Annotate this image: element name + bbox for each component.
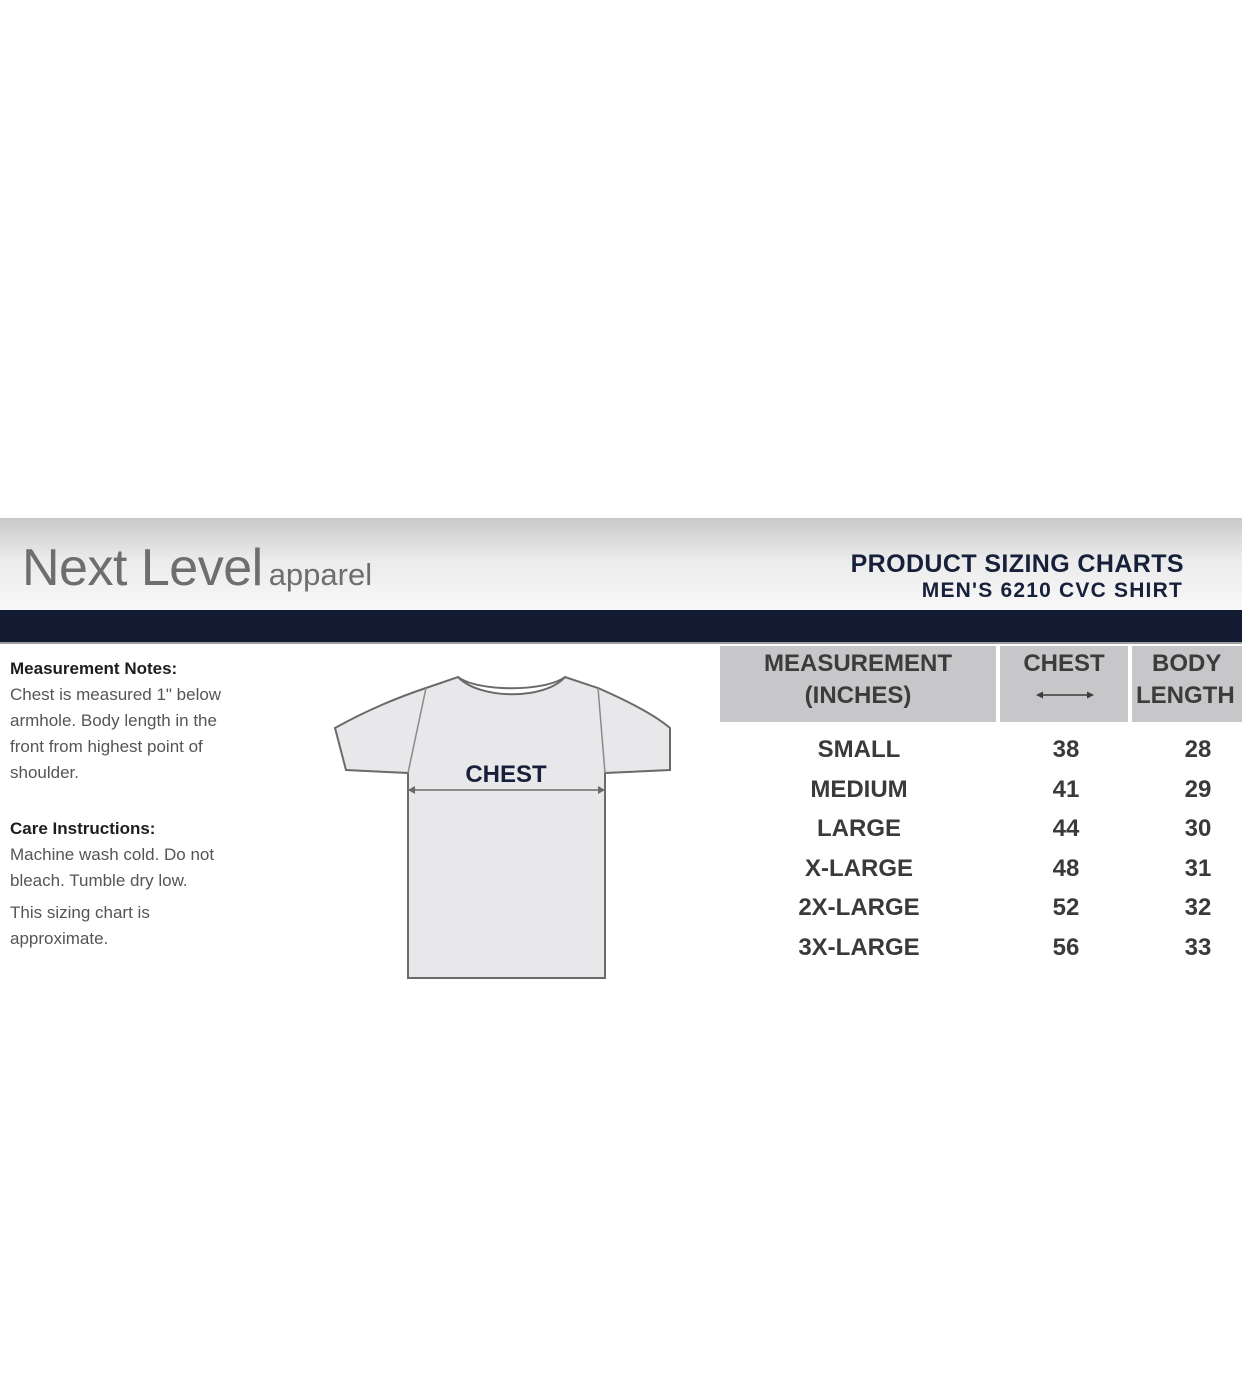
chest-cell: 41 xyxy=(1052,775,1080,803)
size-cell: 3X-LARGE xyxy=(798,933,920,961)
size-cell: LARGE xyxy=(817,815,901,842)
chest-cell: 44 xyxy=(1052,815,1080,842)
double-arrow-icon xyxy=(1036,690,1094,700)
brand-sub: apparel xyxy=(268,557,373,592)
body-length-cell: 29 xyxy=(1184,775,1212,803)
header-line: BODY xyxy=(1152,650,1222,677)
chest-cell: 48 xyxy=(1052,854,1080,882)
care-instructions xyxy=(10,816,310,894)
body-length-cell: 30 xyxy=(1184,815,1212,842)
tshirt-diagram-icon xyxy=(330,670,690,990)
chest-cell: 56 xyxy=(1052,933,1080,961)
size-cell: 2X-LARGE xyxy=(798,894,920,921)
size-cell: SMALL xyxy=(817,736,901,763)
body-length-cell: 32 xyxy=(1184,894,1212,921)
size-cell: MEDIUM xyxy=(810,775,908,803)
chest-cell: 38 xyxy=(1052,736,1080,763)
size-cell: X-LARGE xyxy=(805,854,913,882)
header-line: (INCHES) xyxy=(804,682,912,709)
measurement-note-line: front from highest point of xyxy=(10,737,203,756)
header-line: LENGTH xyxy=(1136,682,1235,709)
notes-panel xyxy=(10,656,310,952)
chest-cell: 52 xyxy=(1052,894,1080,921)
care-line: bleach. Tumble dry low. xyxy=(10,871,188,890)
chart-subtitle: MEN'S 6210 CVC SHIRT xyxy=(921,579,1183,602)
approximate-note xyxy=(10,900,310,952)
header-line: MEASUREMENT xyxy=(763,650,952,677)
measurement-note-line: shoulder. xyxy=(10,763,79,782)
brand-logo xyxy=(22,538,372,598)
chest-column-header xyxy=(1000,648,1128,720)
measurement-column-header xyxy=(720,648,996,720)
navy-divider-bar xyxy=(0,610,1242,642)
body-length-column-header xyxy=(1136,648,1242,720)
measurement-note-line: armhole. Body length in the xyxy=(10,711,217,730)
approx-line: This sizing chart is xyxy=(10,903,150,922)
header-line: CHEST xyxy=(1023,650,1105,677)
gray-divider-line xyxy=(0,642,1242,644)
approx-line: approximate. xyxy=(10,929,109,948)
body-length-cell: 33 xyxy=(1184,933,1212,961)
measurement-note-line: Chest is measured 1" below xyxy=(10,685,222,704)
care-instructions-heading: Care Instructions: xyxy=(10,819,156,838)
body-length-cell: 31 xyxy=(1184,854,1212,882)
brand-name: Next Level xyxy=(22,539,263,597)
care-line: Machine wash cold. Do not xyxy=(10,845,215,864)
page-title xyxy=(851,552,1184,601)
chest-label: CHEST xyxy=(465,761,547,788)
measurement-notes-heading: Measurement Notes: xyxy=(10,659,178,678)
tshirt-outline xyxy=(335,677,670,978)
chart-title: PRODUCT SIZING CHARTS xyxy=(850,550,1184,578)
body-length-cell: 28 xyxy=(1184,736,1212,763)
